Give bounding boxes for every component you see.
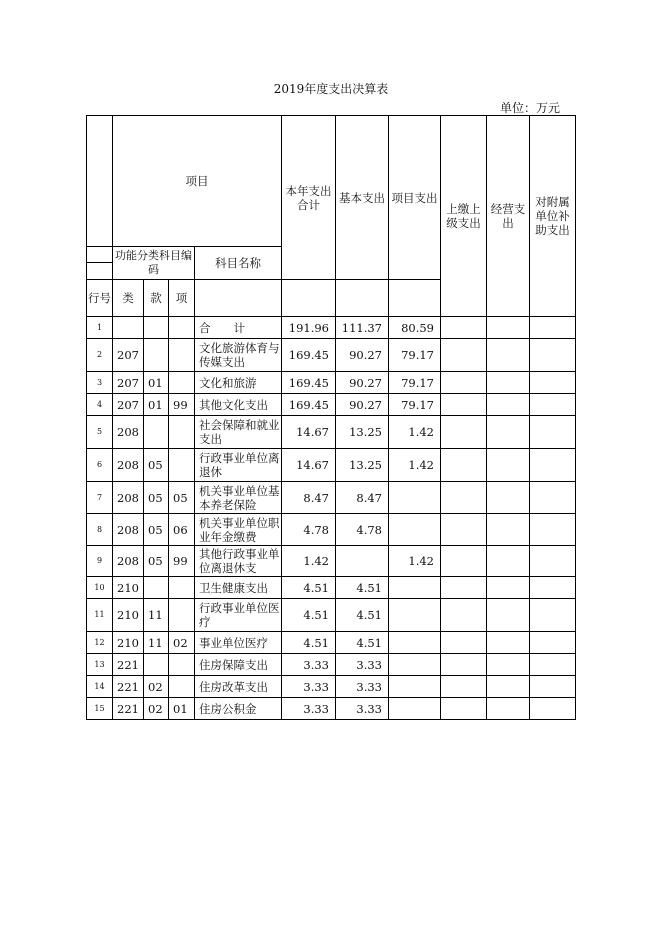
cell-basic: 4.51 xyxy=(336,577,389,599)
cell-lei: 221 xyxy=(113,654,144,676)
cell-business xyxy=(487,577,530,599)
row-number: 3 xyxy=(87,372,113,394)
cell-upper xyxy=(441,654,487,676)
cell-business xyxy=(487,546,530,577)
unit-label: 单位：万元 xyxy=(500,101,561,115)
header-xiang: 项 xyxy=(169,280,195,317)
cell-subsidy xyxy=(530,317,576,339)
cell-subject-name: 事业单位医疗 xyxy=(195,632,282,654)
table-row xyxy=(87,394,576,416)
header-blank-left xyxy=(87,116,113,247)
cell-kuan: 05 xyxy=(144,449,169,482)
cell-upper xyxy=(441,599,487,632)
cell-basic: 3.33 xyxy=(336,676,389,698)
table-row xyxy=(87,654,576,676)
cell-xiang: 01 xyxy=(169,698,195,720)
cell-subsidy xyxy=(530,546,576,577)
cell-business xyxy=(487,416,530,449)
table-row xyxy=(87,482,576,514)
table-row xyxy=(87,546,576,577)
header-lei: 类 xyxy=(113,280,144,317)
cell-business xyxy=(487,654,530,676)
cell-basic: 3.33 xyxy=(336,698,389,720)
cell-upper xyxy=(441,676,487,698)
cell-lei: 208 xyxy=(113,514,144,546)
cell-lei: 208 xyxy=(113,416,144,449)
row-number: 2 xyxy=(87,339,113,372)
table-row xyxy=(87,372,576,394)
table-row xyxy=(87,632,576,654)
cell-xiang xyxy=(169,372,195,394)
cell-subject-name: 其他文化支出 xyxy=(195,394,282,416)
cell-subject-name: 文化和旅游 xyxy=(195,372,282,394)
cell-total: 4.51 xyxy=(282,577,336,599)
cell-upper xyxy=(441,317,487,339)
row-number: 14 xyxy=(87,676,113,698)
cell-business xyxy=(487,317,530,339)
table-row xyxy=(87,676,576,698)
cell-kuan: 02 xyxy=(144,676,169,698)
cell-kuan: 02 xyxy=(144,698,169,720)
cell-xiang xyxy=(169,676,195,698)
cell-upper xyxy=(441,482,487,514)
cell-basic: 13.25 xyxy=(336,449,389,482)
table-row xyxy=(87,514,576,546)
cell-subject-name: 卫生健康支出 xyxy=(195,577,282,599)
header-row-no: 行号 xyxy=(87,280,113,317)
table-row xyxy=(87,449,576,482)
cell-business xyxy=(487,599,530,632)
cell-subject-name: 社会保障和就业支出 xyxy=(195,416,282,449)
cell-subsidy xyxy=(530,632,576,654)
row-number: 15 xyxy=(87,698,113,720)
cell-subsidy xyxy=(530,416,576,449)
table-row xyxy=(87,416,576,449)
cell-subsidy xyxy=(530,394,576,416)
cell-lei: 210 xyxy=(113,599,144,632)
table-row xyxy=(87,577,576,599)
cell-subsidy xyxy=(530,654,576,676)
cell-total: 191.96 xyxy=(282,317,336,339)
cell-upper xyxy=(441,416,487,449)
cell-business xyxy=(487,394,530,416)
cell-xiang xyxy=(169,599,195,632)
header-project: 项目 xyxy=(113,116,282,247)
row-number: 7 xyxy=(87,482,113,514)
header-basic: 基本支出 xyxy=(336,116,389,280)
cell-upper xyxy=(441,449,487,482)
header-blank-total xyxy=(282,280,336,317)
cell-upper xyxy=(441,394,487,416)
cell-kuan: 01 xyxy=(144,394,169,416)
header-blank-left-2 xyxy=(87,247,113,263)
cell-project xyxy=(389,482,441,514)
table-row xyxy=(87,339,576,372)
expenditure-table xyxy=(86,115,576,720)
page-title: 2019年度支出决算表 xyxy=(273,82,389,96)
cell-upper xyxy=(441,632,487,654)
cell-basic: 8.47 xyxy=(336,482,389,514)
row-number: 11 xyxy=(87,599,113,632)
cell-kuan xyxy=(144,317,169,339)
cell-subject-name: 机关事业单位职业年金缴费 xyxy=(195,514,282,546)
cell-project: 80.59 xyxy=(389,317,441,339)
cell-subsidy xyxy=(530,482,576,514)
header-blank-project xyxy=(389,280,441,317)
cell-subject-name: 合 计 xyxy=(195,317,282,339)
row-number: 12 xyxy=(87,632,113,654)
cell-kuan xyxy=(144,654,169,676)
cell-subject-name: 行政事业单位离退休 xyxy=(195,449,282,482)
cell-basic xyxy=(336,546,389,577)
table-row xyxy=(87,698,576,720)
cell-kuan: 11 xyxy=(144,632,169,654)
cell-upper xyxy=(441,372,487,394)
cell-lei: 208 xyxy=(113,482,144,514)
cell-project xyxy=(389,577,441,599)
cell-subsidy xyxy=(530,577,576,599)
row-number: 10 xyxy=(87,577,113,599)
cell-upper xyxy=(441,339,487,372)
cell-total: 169.45 xyxy=(282,339,336,372)
cell-upper xyxy=(441,698,487,720)
cell-total: 3.33 xyxy=(282,654,336,676)
cell-total: 3.33 xyxy=(282,698,336,720)
row-number: 13 xyxy=(87,654,113,676)
header-business: 经营支出 xyxy=(487,116,530,317)
cell-xiang xyxy=(169,339,195,372)
header-blank-basic xyxy=(336,280,389,317)
cell-total: 3.33 xyxy=(282,676,336,698)
cell-subsidy xyxy=(530,372,576,394)
cell-xiang: 06 xyxy=(169,514,195,546)
cell-lei: 210 xyxy=(113,632,144,654)
cell-project: 1.42 xyxy=(389,546,441,577)
cell-kuan xyxy=(144,416,169,449)
cell-xiang xyxy=(169,416,195,449)
cell-subsidy xyxy=(530,514,576,546)
cell-subject-name: 其他行政事业单位离退休支 xyxy=(195,546,282,577)
cell-subject-name: 住房保障支出 xyxy=(195,654,282,676)
row-number: 6 xyxy=(87,449,113,482)
header-upper: 上缴上级支出 xyxy=(441,116,487,317)
cell-xiang xyxy=(169,654,195,676)
cell-kuan: 05 xyxy=(144,546,169,577)
header-blank-left-3 xyxy=(87,263,113,280)
cell-project xyxy=(389,698,441,720)
cell-business xyxy=(487,698,530,720)
cell-kuan: 01 xyxy=(144,372,169,394)
cell-kuan xyxy=(144,577,169,599)
cell-basic: 90.27 xyxy=(336,394,389,416)
row-number: 1 xyxy=(87,317,113,339)
cell-total: 8.47 xyxy=(282,482,336,514)
cell-project: 79.17 xyxy=(389,372,441,394)
cell-business xyxy=(487,632,530,654)
cell-xiang xyxy=(169,577,195,599)
cell-basic: 4.51 xyxy=(336,599,389,632)
cell-subject-name: 住房公积金 xyxy=(195,698,282,720)
cell-project: 79.17 xyxy=(389,339,441,372)
cell-lei xyxy=(113,317,144,339)
cell-subject-name: 行政事业单位医疗 xyxy=(195,599,282,632)
cell-upper xyxy=(441,514,487,546)
cell-lei: 210 xyxy=(113,577,144,599)
row-number: 9 xyxy=(87,546,113,577)
cell-total: 4.51 xyxy=(282,632,336,654)
cell-kuan xyxy=(144,339,169,372)
cell-basic: 90.27 xyxy=(336,339,389,372)
cell-subject-name: 住房改革支出 xyxy=(195,676,282,698)
header-kuan: 款 xyxy=(144,280,169,317)
cell-upper xyxy=(441,546,487,577)
cell-lei: 207 xyxy=(113,372,144,394)
cell-subsidy xyxy=(530,698,576,720)
table-row xyxy=(87,599,576,632)
cell-kuan: 05 xyxy=(144,514,169,546)
cell-project xyxy=(389,654,441,676)
cell-subject-name: 文化旅游体育与传媒支出 xyxy=(195,339,282,372)
cell-basic: 4.78 xyxy=(336,514,389,546)
cell-project: 1.42 xyxy=(389,449,441,482)
header-subsidy: 对附属单位补助支出 xyxy=(530,116,576,317)
cell-xiang xyxy=(169,449,195,482)
cell-lei: 221 xyxy=(113,676,144,698)
cell-project xyxy=(389,514,441,546)
cell-xiang: 02 xyxy=(169,632,195,654)
row-number: 8 xyxy=(87,514,113,546)
cell-lei: 221 xyxy=(113,698,144,720)
cell-basic: 13.25 xyxy=(336,416,389,449)
cell-subject-name: 机关事业单位基本养老保险 xyxy=(195,482,282,514)
cell-business xyxy=(487,449,530,482)
cell-total: 1.42 xyxy=(282,546,336,577)
cell-total: 169.45 xyxy=(282,372,336,394)
cell-kuan: 11 xyxy=(144,599,169,632)
cell-basic: 111.37 xyxy=(336,317,389,339)
cell-project xyxy=(389,599,441,632)
cell-lei: 207 xyxy=(113,339,144,372)
cell-project xyxy=(389,632,441,654)
cell-subsidy xyxy=(530,676,576,698)
cell-xiang: 99 xyxy=(169,546,195,577)
cell-business xyxy=(487,372,530,394)
cell-business xyxy=(487,339,530,372)
cell-upper xyxy=(441,577,487,599)
cell-total: 14.67 xyxy=(282,416,336,449)
cell-basic: 3.33 xyxy=(336,654,389,676)
cell-business xyxy=(487,514,530,546)
cell-basic: 90.27 xyxy=(336,372,389,394)
cell-total: 4.51 xyxy=(282,599,336,632)
cell-lei: 208 xyxy=(113,449,144,482)
row-number: 5 xyxy=(87,416,113,449)
cell-subsidy xyxy=(530,449,576,482)
header-subject-name: 科目名称 xyxy=(195,247,282,280)
cell-project: 79.17 xyxy=(389,394,441,416)
cell-subsidy xyxy=(530,599,576,632)
header-blank-name xyxy=(195,280,282,317)
cell-project xyxy=(389,676,441,698)
row-number: 4 xyxy=(87,394,113,416)
table-row xyxy=(87,317,576,339)
cell-lei: 208 xyxy=(113,546,144,577)
cell-xiang xyxy=(169,317,195,339)
cell-kuan: 05 xyxy=(144,482,169,514)
cell-subsidy xyxy=(530,339,576,372)
cell-total: 14.67 xyxy=(282,449,336,482)
cell-business xyxy=(487,676,530,698)
cell-total: 169.45 xyxy=(282,394,336,416)
header-func-code: 功能分类科目编码 xyxy=(113,247,195,280)
header-total: 本年支出合计 xyxy=(282,116,336,280)
cell-xiang: 05 xyxy=(169,482,195,514)
cell-lei: 207 xyxy=(113,394,144,416)
header-project-exp: 项目支出 xyxy=(389,116,441,280)
cell-basic: 4.51 xyxy=(336,632,389,654)
cell-project: 1.42 xyxy=(389,416,441,449)
cell-business xyxy=(487,482,530,514)
cell-xiang: 99 xyxy=(169,394,195,416)
cell-total: 4.78 xyxy=(282,514,336,546)
